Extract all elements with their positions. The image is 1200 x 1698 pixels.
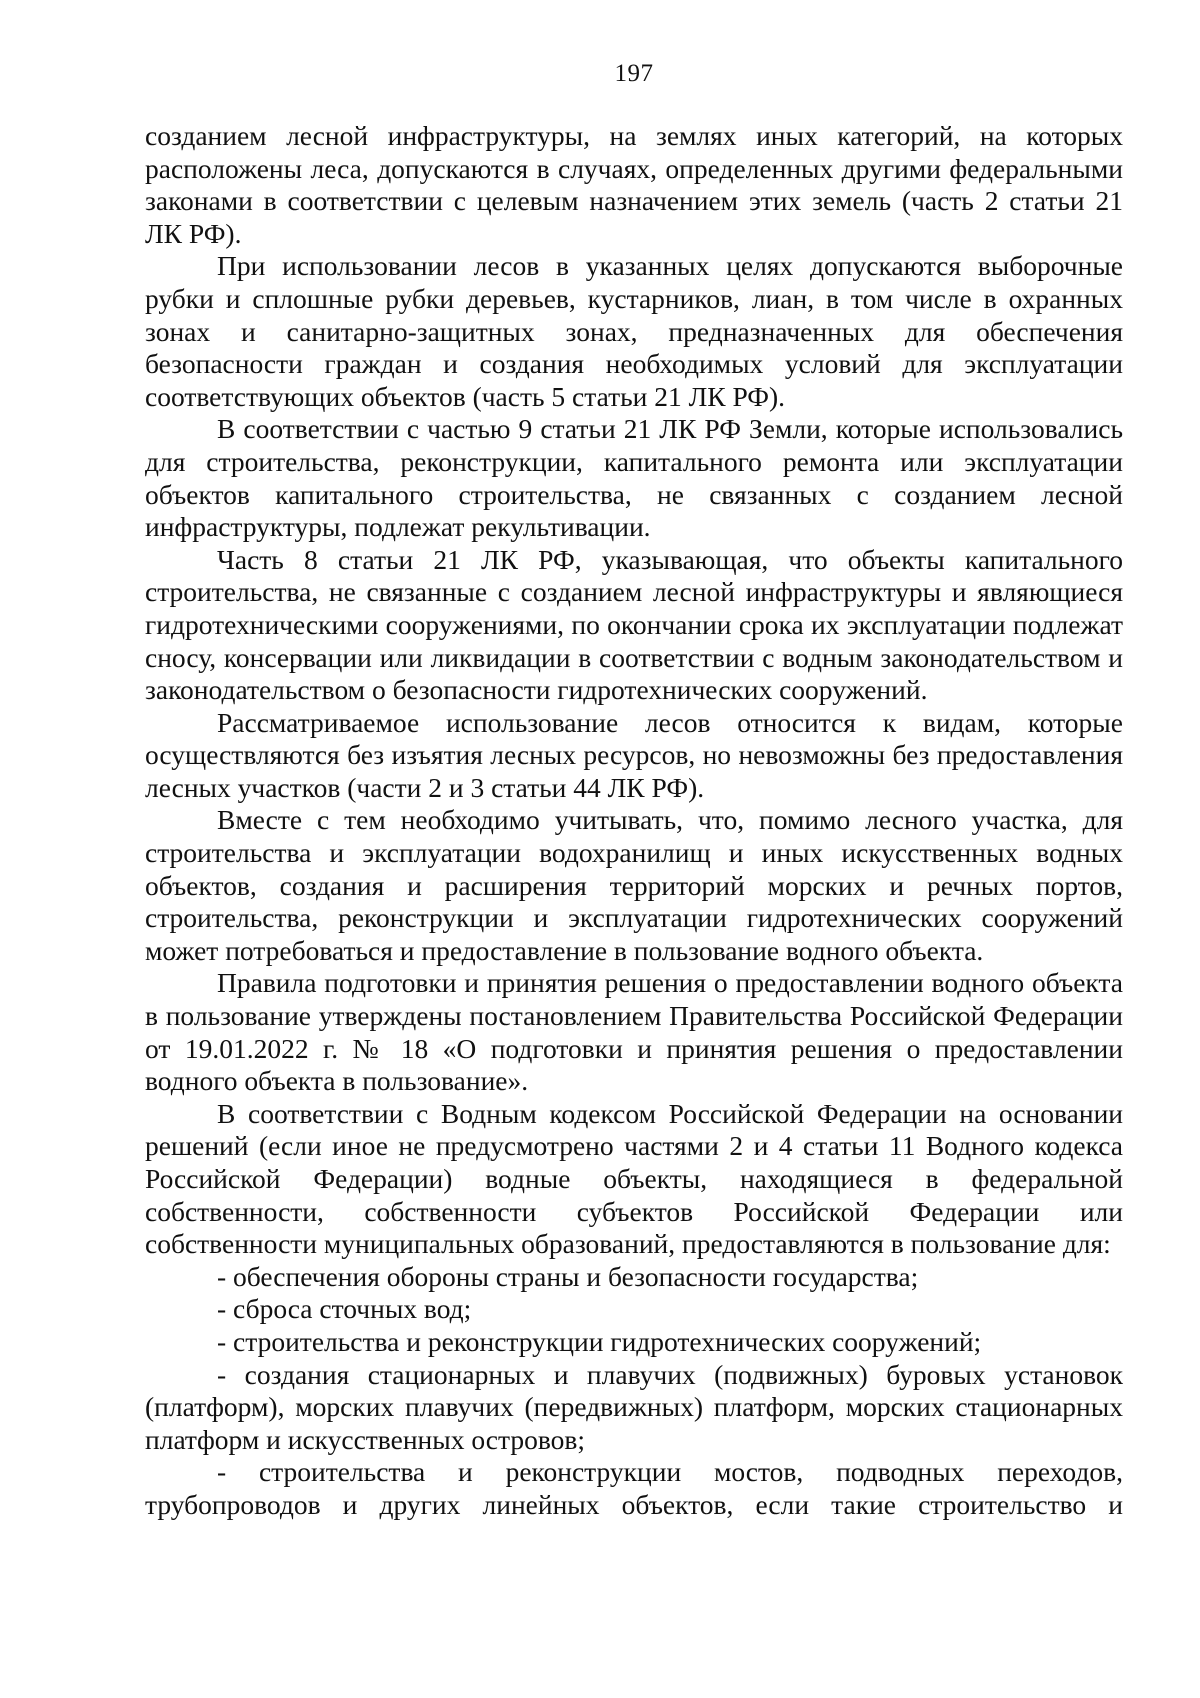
paragraph: В соответствии с Водным кодексом Российской Федерации на основании решений (если иное не предусмотрено частями 2 и 4 статьи 11 Водного кодекса Российской Федерации) водные объекты, находящиеся в федеральной собственности, собственности субъектов Российской Федерации или собственности муниципальных образований, предоставляются в пользование для: bbox=[145, 1097, 1123, 1260]
list-item: - создания стационарных и плавучих (подвижных) буровых установок (платформ), морских плавучих (передвижных) платформ, морских стационарных платформ и искусственных островов; bbox=[145, 1358, 1123, 1455]
paragraph: Правила подготовки и принятия решения о предоставлении водного объекта в пользование утверждены постановлением Правительства Российской Федерации от 19.01.2022 г. № 18 «О подготовки и принятия решения о предоставлении водного объекта в пользование». bbox=[145, 967, 1123, 1097]
paragraph: В соответствии с частью 9 статьи 21 ЛК РФ Земли, которые использовались для строительства, реконструкции, капитального ремонта или эксплуатации объектов капитального строительства, не связанных с созданием лесной инфраструктуры, подлежат рекультивации. bbox=[145, 413, 1123, 543]
list-item: - обеспечения обороны страны и безопасности государства; bbox=[217, 1260, 919, 1292]
paragraph: Рассматриваемое использование лесов относится к видам, которые осуществляются без изъятия лесных ресурсов, но невозможны без предоставления лесных участков (части 2 и 3 статьи 44 ЛК РФ). bbox=[145, 706, 1123, 803]
paragraph: Вместе с тем необходимо учитывать, что, помимо лесного участка, для строительства и эксплуатации водохранилищ и иных искусственных водных объектов, создания и расширения территорий морских и речных портов, строительства, реконструкции и эксплуатации гидротехнических сооружений может потребоваться и предоставление в пользование водного объекта. bbox=[145, 804, 1123, 966]
list-item: - сброса сточных вод; bbox=[217, 1293, 472, 1325]
document-body bbox=[145, 120, 1123, 1522]
paragraph-continuation: созданием лесной инфраструктуры, на землях иных категорий, на которых расположены леса, допускаются в случаях, определенных другими федеральными законами в соответствии с целевым назначением этих земель (часть 2 статьи 21 ЛК РФ). bbox=[145, 120, 1123, 249]
page-number: 197 bbox=[614, 60, 654, 87]
list-item: - строительства и реконструкции мостов, подводных переходов, трубопроводов и других линейных объектов, если такие строительство и bbox=[145, 1456, 1123, 1520]
document-page bbox=[145, 58, 1123, 1522]
paragraph: При использовании лесов в указанных целях допускаются выборочные рубки и сплошные рубки деревьев, кустарников, лиан, в том числе в охранных зонах и санитарно-защитных зонах, предназначенных для обеспечения безопасности граждан и создания необходимых условий для эксплуатации соответствующих объектов (часть 5 статьи 21 ЛК РФ). bbox=[145, 250, 1123, 412]
list-item: - строительства и реконструкции гидротехнических сооружений; bbox=[217, 1325, 982, 1357]
paragraph: Часть 8 статьи 21 ЛК РФ, указывающая, что объекты капитального строительства, не связанные с созданием лесной инфраструктуры и являющиеся гидротехническими сооружениями, по окончании срока их эксплуатации подлежат сносу, консервации или ликвидации в соответствии с водным законодательством и законодательством о безопасности гидротехнических сооружений. bbox=[145, 543, 1123, 706]
